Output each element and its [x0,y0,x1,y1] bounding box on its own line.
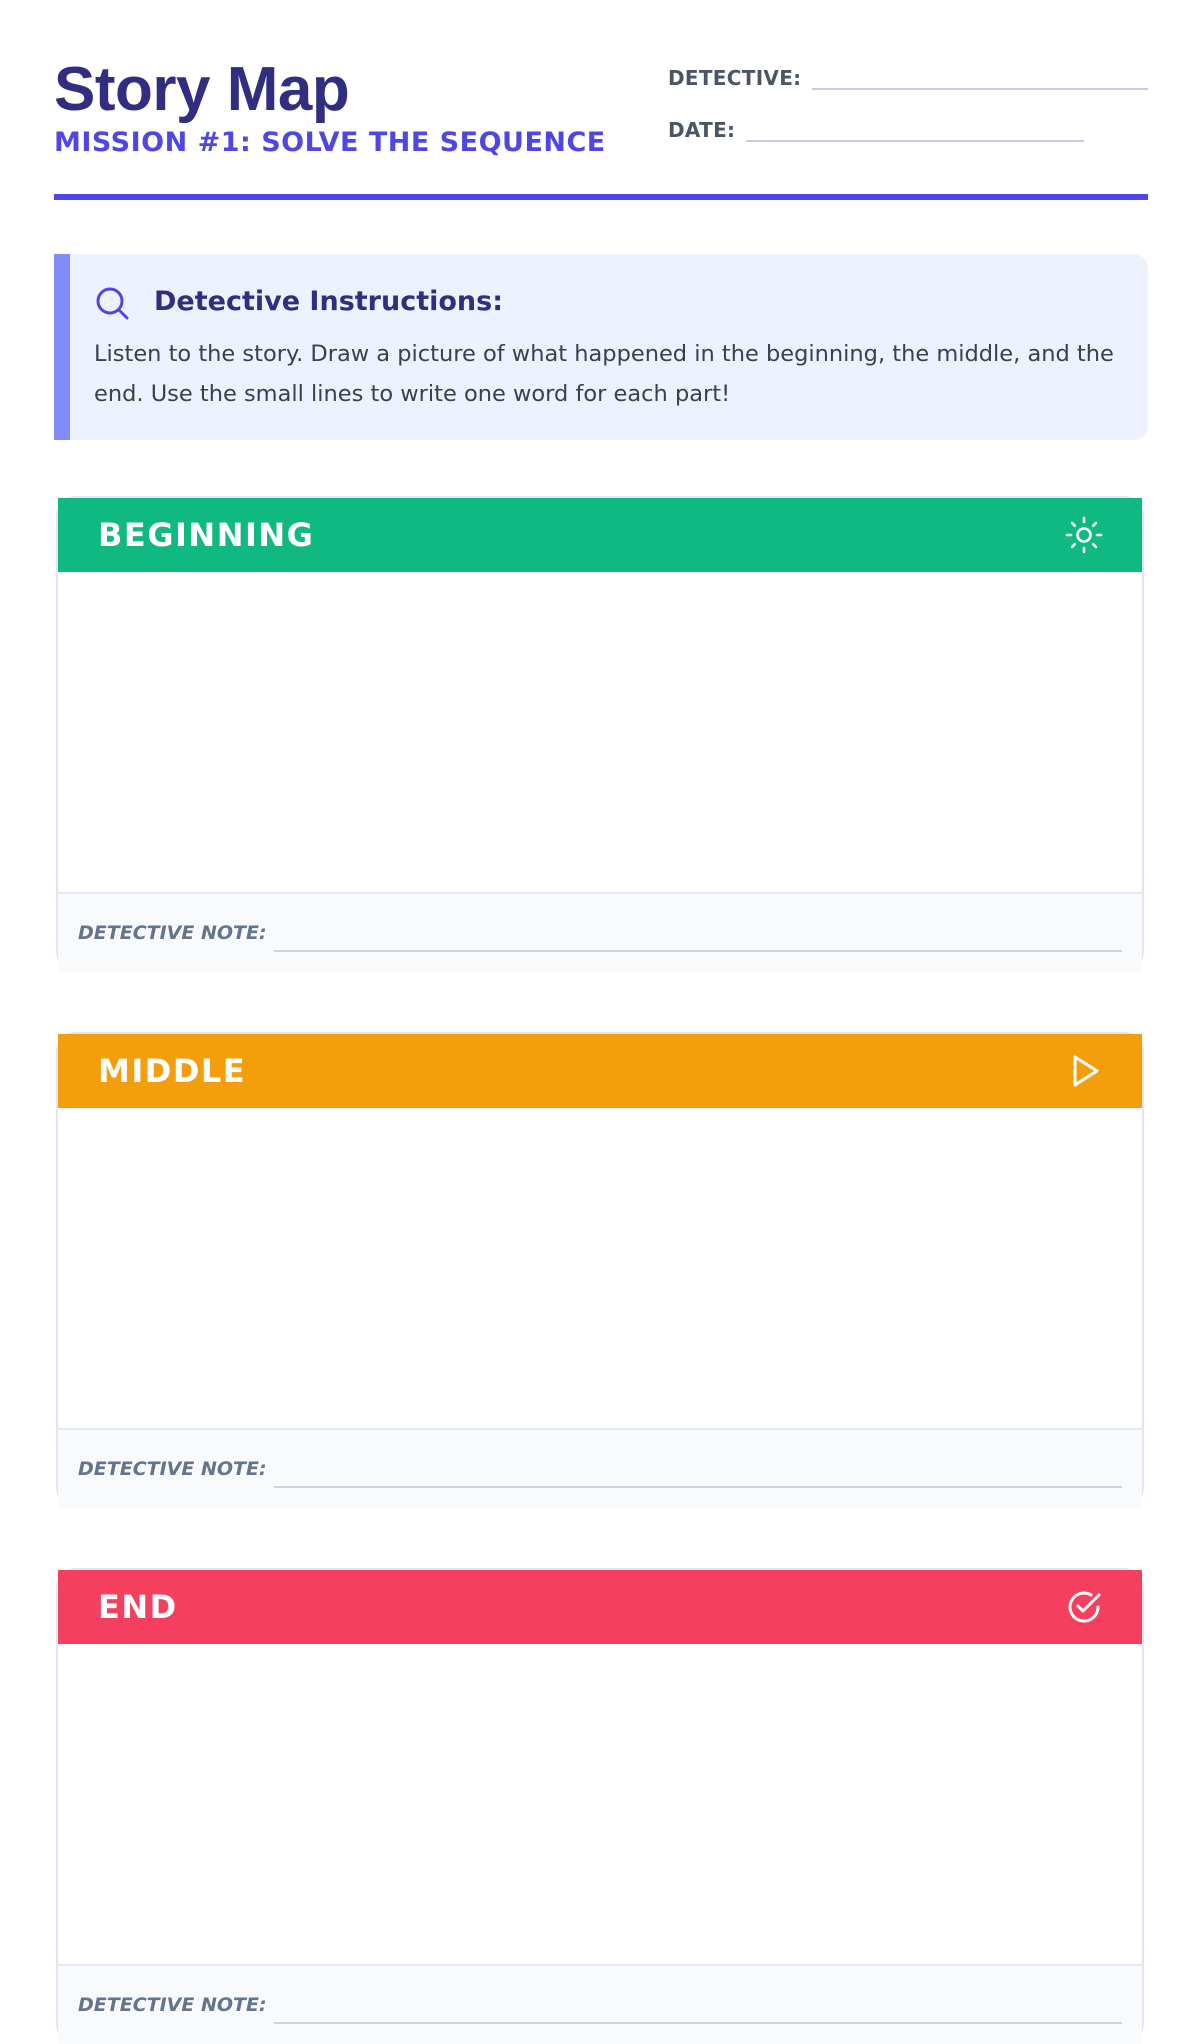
check-circle-icon [1064,1587,1104,1627]
worksheet-header [54,48,1148,200]
section-header-beginning [58,498,1142,572]
section-title: BEGINNING [98,516,315,554]
date-line[interactable] [746,140,1084,142]
note-area-beginning [58,892,1142,972]
note-label: DETECTIVE NOTE: [78,1994,267,2016]
page-title: Story Map [54,55,350,124]
worksheet-page [54,0,1148,2016]
instructions-box [54,254,1148,440]
section-header-middle [58,1034,1142,1108]
section-middle [56,1032,1144,1508]
instructions-text: Listen to the story. Draw a picture of what happened in the beginning, the middle, and the end. Use the small lines to write one word for each part! [94,341,1114,407]
header-divider [54,194,1148,200]
drawing-area-beginning[interactable] [58,572,1142,892]
section-beginning [56,496,1144,972]
section-title: MIDDLE [98,1052,247,1090]
note-line-end[interactable] [274,2022,1122,2024]
note-area-end [58,1964,1142,2044]
search-icon [94,285,130,321]
note-line-beginning[interactable] [274,950,1122,952]
detective-label: DETECTIVE: [668,66,802,90]
drawing-area-middle[interactable] [58,1108,1142,1428]
detective-name-line[interactable] [812,88,1148,90]
drawing-area-end[interactable] [58,1644,1142,1964]
date-field[interactable] [668,110,1084,142]
section-header-end [58,1570,1142,1644]
note-area-middle [58,1428,1142,1508]
note-label: DETECTIVE NOTE: [78,1458,267,1480]
instructions-title: Detective Instructions: [154,286,504,317]
detective-name-field[interactable] [668,58,1148,90]
note-line-middle[interactable] [274,1486,1122,1488]
sun-icon [1064,515,1104,555]
date-label: DATE: [668,118,736,142]
note-label: DETECTIVE NOTE: [78,922,267,944]
section-title: END [98,1588,178,1626]
section-end [56,1568,1144,2044]
instructions-accent-bar [54,254,70,440]
play-icon [1064,1051,1104,1091]
page-subtitle: MISSION #1: SOLVE THE SEQUENCE [54,127,606,158]
